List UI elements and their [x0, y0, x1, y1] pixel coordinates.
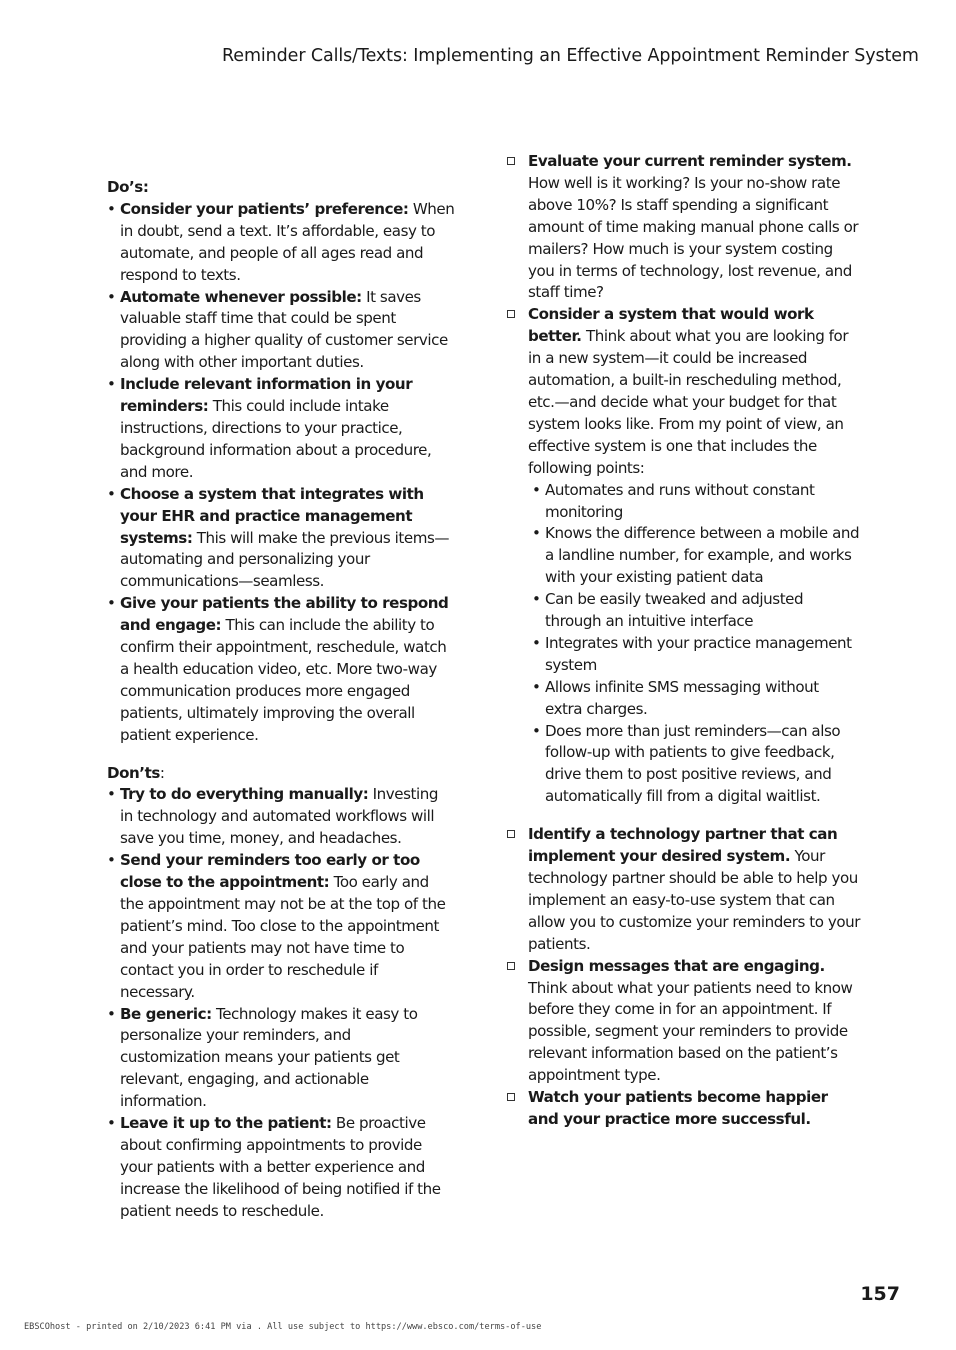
checkbox-icon	[507, 310, 515, 318]
checklist-item	[505, 956, 860, 1087]
dos-item-text: This could include intake instructions, directions to your practice, background information about a procedure, and more.	[120, 397, 432, 481]
donts-list	[107, 784, 455, 1222]
donts-item-text: Investing in technology and automated workflows will save you time, money, and headaches.	[120, 785, 438, 848]
checklist-item-text: Think about what your patients need to know before they come in for an appointment. If possible, segment your reminders to provide relevant information based on the patient’s appointment type.	[528, 978, 853, 1085]
footer-print-notice: EBSCOhost - printed on 2/10/2023 6:41 PM via . All use subject to https://www.ebsco.com/terms-of-use	[24, 1322, 542, 1332]
system-point: • Can be easily tweaked and adjusted through an intuitive interface	[532, 589, 860, 633]
system-point: • Allows infinite SMS messaging without extra charges.	[532, 677, 860, 721]
system-points-list	[528, 480, 860, 809]
running-head: Reminder Calls/Texts: Implementing an Effective Appointment Reminder System	[222, 46, 919, 66]
dos-item-lead: Include relevant information in your reminders:	[120, 375, 413, 416]
donts-item-text: Be proactive about confirming appointments to provide your patients with a better experience and increase the likelihood of being notified if the patient needs to reschedule.	[120, 1114, 441, 1220]
dos-item-lead: Automate whenever possible:	[120, 287, 362, 306]
checkbox-icon	[507, 1093, 515, 1101]
checklist	[505, 151, 860, 1131]
system-point: • Does more than just reminders—can also follow-up with patients to give feedback, drive them to post positive reviews, and automatically fill from a digital waitlist.	[532, 721, 860, 809]
dos-item-lead: Give your patients the ability to respond and engage:	[120, 594, 449, 635]
checklist-item	[505, 304, 860, 808]
checkbox-icon	[507, 157, 515, 165]
checkbox-icon	[507, 830, 515, 838]
donts-item-text: Too early and the appointment may not be at the top of the patient’s mind. Too close to the appointment and your patients may not have time to contact you in order to reschedule if necessary.	[120, 873, 446, 1001]
checklist-item	[505, 1087, 860, 1131]
dos-item	[107, 484, 455, 594]
dos-item	[107, 199, 455, 287]
donts-item	[107, 850, 455, 1003]
checklist-item-lead: Watch your patients become happier and your practice more successful.	[528, 1088, 828, 1128]
dos-item-text: It saves valuable staff time that could be spent providing a higher quality of customer service along with other important duties.	[120, 287, 448, 372]
dos-item	[107, 374, 455, 484]
dos-item	[107, 593, 455, 746]
dos-item-lead: Choose a system that integrates with your EHR and practice management systems:	[120, 484, 424, 547]
donts-item	[107, 1004, 455, 1114]
dos-item	[107, 287, 455, 375]
dos-item-text: This can include the ability to confirm their appointment, reschedule, watch a health education video, etc. More two-way communication produces more engaged patients, ultimately improving the overall patient experience.	[120, 616, 447, 744]
donts-heading-colon: :	[159, 763, 165, 782]
donts-item-lead: Try to do everything manually:	[120, 785, 369, 804]
donts-item-lead: Send your reminders too early or too close to the appointment:	[120, 851, 420, 892]
checklist-item-lead: Consider a system that would work better.	[528, 305, 814, 346]
right-column	[505, 151, 860, 1131]
dos-list	[107, 199, 455, 747]
page-number: 157	[860, 1283, 900, 1305]
checklist-item	[505, 151, 860, 304]
checklist-item-text: Think about what you are looking for in a new system—it could be increased automation, a built-in rescheduling method, etc.—and decide what your budget for that system looks like. From my point of view, an effective system is one that includes the following points:	[528, 327, 849, 477]
dos-item-text: When in doubt, send a text. It’s affordable, easy to automate, and people of all ages read and respond to texts.	[120, 199, 455, 284]
system-point: • Automates and runs without constant monitoring	[532, 480, 860, 524]
dos-item-text: This will make the previous items—automating and personalizing your communications—seamless.	[120, 528, 450, 591]
dos-heading: Do’s:	[107, 178, 149, 196]
checkbox-icon	[507, 962, 515, 970]
left-column	[107, 177, 455, 1223]
checklist-item-text: How well is it working? Is your no-show rate above 10%? Is staff spending a significant amount of time making manual phone calls or mailers? How much is your system costing you in terms of technology, lost revenue, and staff time?	[528, 173, 859, 302]
donts-heading	[107, 763, 455, 785]
checklist-item	[505, 824, 860, 955]
donts-item-lead: Leave it up to the patient:	[120, 1114, 332, 1133]
donts-item	[107, 1113, 455, 1223]
dos-item-lead: Consider your patients’ preference:	[120, 199, 409, 218]
system-point: • Integrates with your practice management system	[532, 633, 860, 677]
donts-item	[107, 784, 455, 850]
donts-item-lead: Be generic:	[120, 1004, 212, 1023]
system-point: • Knows the difference between a mobile and a landline number, for example, and works with your existing patient data	[532, 523, 860, 589]
checklist-item-lead: Design messages that are engaging.	[528, 956, 825, 975]
checklist-item-lead: Evaluate your current reminder system.	[528, 152, 852, 170]
checklist-item-lead: Identify a technology partner that can implement your desired system.	[528, 825, 838, 866]
donts-item-text: Technology makes it easy to personalize your reminders, and customization means your patients get relevant, engaging, and actionable information.	[120, 1004, 418, 1111]
donts-heading-label: Don’ts	[107, 763, 160, 782]
checklist-item-text: Your technology partner should be able to help you implement an easy-to-use system that can allow you to customize your reminders to your patients.	[528, 847, 861, 953]
